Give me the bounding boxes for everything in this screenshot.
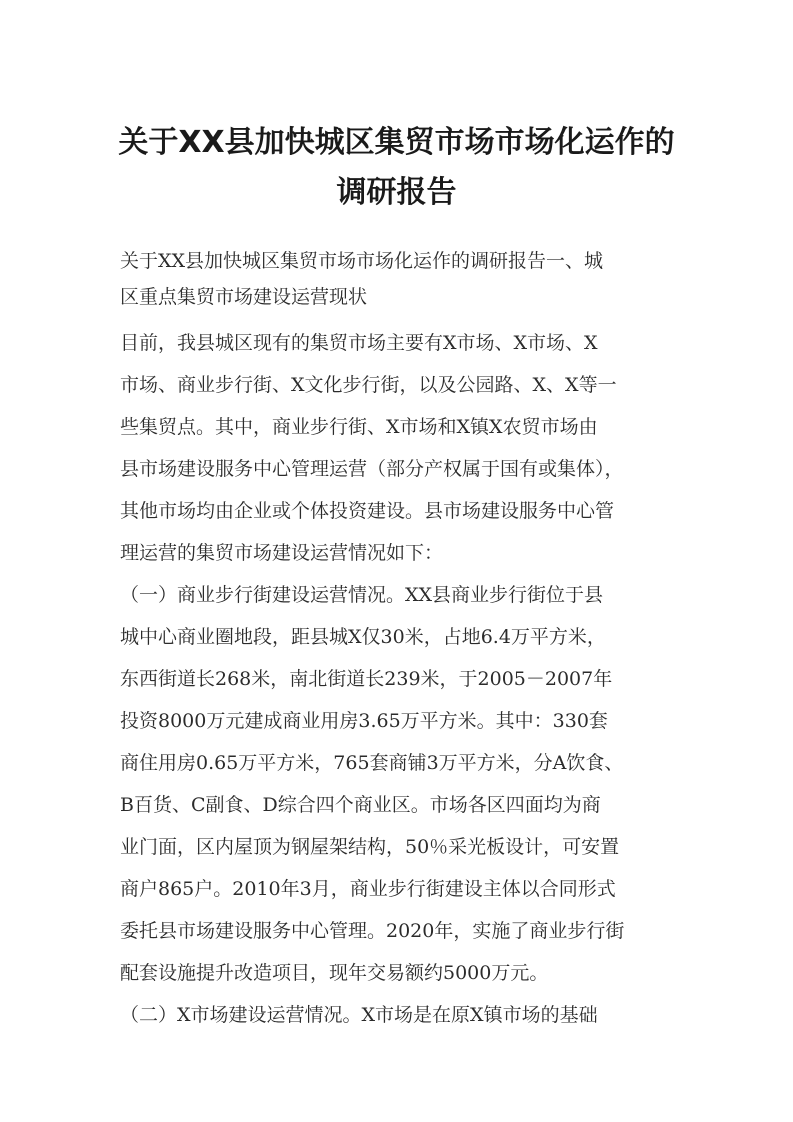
body-line: 市场、商业步行街、X文化步行街，以及公园路、X、X等一 [120, 374, 617, 396]
body-line: 投资8000万元建成商业用房3.65万平方米。其中：330套 [120, 710, 608, 732]
body-line: 业门面，区内屋顶为钢屋架结构，50％采光板设计，可安置 [120, 836, 620, 858]
body-line: 关于XX县加快城区集贸市场市场化运作的调研报告一、城 [120, 250, 604, 272]
body-line: 城中心商业圈地段，距县城X仅30米，占地6.4万平方米， [120, 626, 606, 648]
document-title-line-1: 关于XX县加快城区集贸市场市场化运作的 [118, 125, 675, 160]
document-title-line-2: 调研报告 [336, 175, 457, 210]
body-line: （一）商业步行街建设运营情况。XX县商业步行街位于县 [120, 584, 604, 606]
body-line: 委托县市场建设服务中心管理。2020年，实施了商业步行街 [120, 920, 625, 942]
body-line: 理运营的集贸市场建设运营情况如下： [120, 542, 444, 564]
body-line: 商住用房0.65万平方米，765套商铺3万平方米，分A饮食、 [120, 752, 624, 774]
body-line: （二）X市场建设运营情况。X市场是在原X镇市场的基础 [120, 1004, 598, 1026]
body-line: 东西街道长268米，南北街道长239米，于2005－2007年 [120, 668, 613, 690]
body-line: 商户865户。2010年3月，商业步行街建设主体以合同形式 [120, 878, 616, 900]
body-line: 些集贸点。其中，商业步行街、X市场和X镇X农贸市场由 [120, 416, 598, 438]
body-line: B百货、C副食、D综合四个商业区。市场各区四面均为商 [120, 794, 601, 816]
body-line: 其他市场均由企业或个体投资建设。县市场建设服务中心管 [120, 500, 615, 522]
body-line: 区重点集贸市场建设运营现状 [120, 286, 368, 308]
body-line: 目前，我县城区现有的集贸市场主要有X市场、X市场、X [120, 332, 598, 354]
body-line: 配套设施提升改造项目，现年交易额约5000万元。 [120, 962, 549, 984]
body-line: 县市场建设服务中心管理运营（部分产权属于国有或集体）， [120, 458, 624, 480]
